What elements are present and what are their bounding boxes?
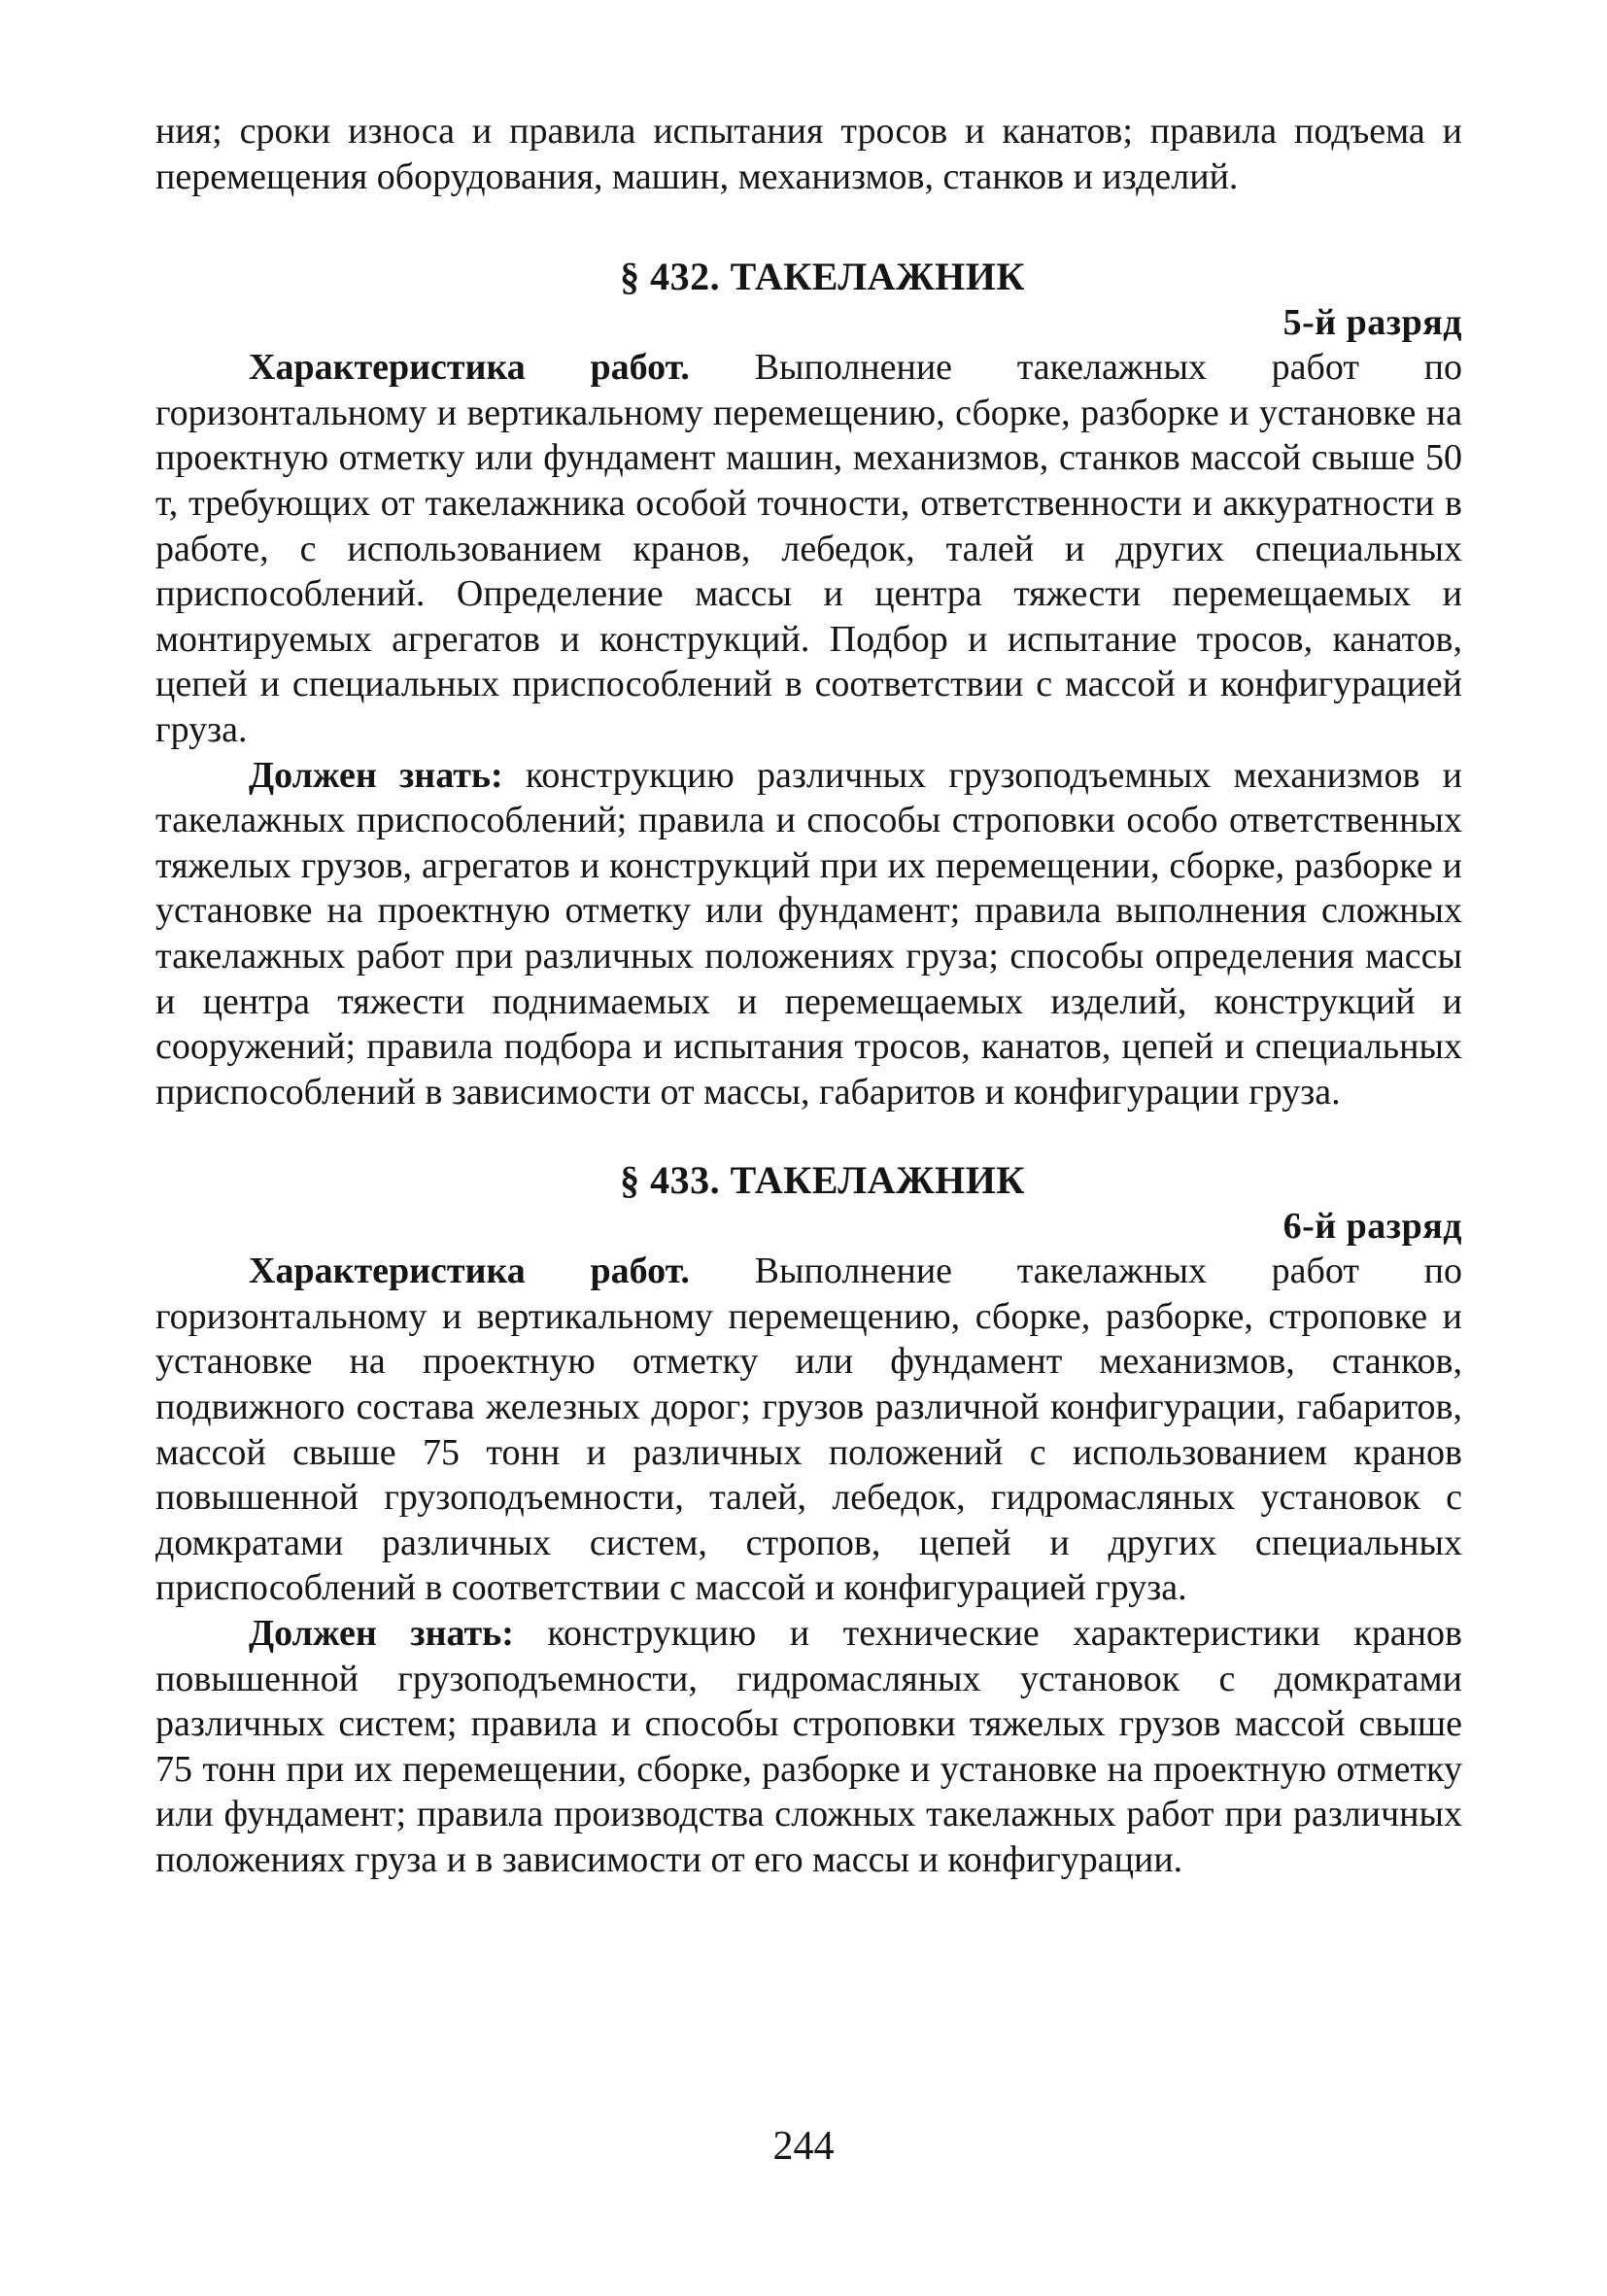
- section-433-knowledge-label: Должен знать:: [249, 1613, 514, 1655]
- section-432-grade: 5-й разряд: [1282, 302, 1462, 344]
- section-433-characteristic-label: Характеристика работ.: [249, 1251, 690, 1292]
- section-433-characteristic-paragraph: [155, 1249, 1462, 1611]
- section-432-knowledge-label: Должен знать:: [249, 754, 503, 796]
- section-433-knowledge-paragraph: [155, 1611, 1462, 1883]
- intro-continuation-paragraph: ния; сроки износа и правила испытания тросов и канатов; правила подъема и перемещения оборудования, машин, механизмов, станков и изделий.: [155, 111, 1462, 197]
- page-number: 244: [772, 2124, 835, 2169]
- section-432-characteristic-text: Выполнение такелажных работ по горизонтальному и вертикальному перемещению, сборке, разборке и установке на проектную отметку или фундамент машин, механизмов, станков массой свыше 50 т, требующих от такелажника особой точности, ответственности и аккуратности в работе, с использованием кранов, лебедок, талей и других специальных приспособлений. Определение массы и центра тяжести перемещаемых и монтируемых агрегатов и конструкций. Подбор и испытание тросов, канатов, цепей и специальных приспособлений в соответствии с массой и конфигурацией груза.: [155, 347, 1463, 750]
- section-432-knowledge-text: конструкцию различных грузоподъемных механизмов и такелажных приспособлений; правила и способы строповки особо ответственных тяжелых грузов, агрегатов и конструкций при их перемещении, сборке, разборке и установке на проектную отметку или фундамент; правила выполнения сложных такелажных работ при различных положениях груза; способы определения массы и центра тяжести поднимаемых и перемещаемых изделий, конструкций и сооружений; правила подбора и испытания тросов, канатов, цепей и специальных приспособлений в зависимости от массы, габаритов и конфигурации груза.: [155, 754, 1462, 1113]
- section-433-knowledge-text: конструкцию и технические характеристики кранов повышенной грузоподъемности, гидромасляных установок с домкратами различных систем; правила и способы строповки тяжелых грузов массой свыше 75 тонн при их перемещении, сборке, разборке и установке на проектную отметку или фундамент; правила производства сложных такелажных работ при различных положениях груза и в зависимости от его массы и конфигурации.: [155, 1613, 1462, 1880]
- section-432-characteristic-label: Характеристика работ.: [249, 347, 690, 389]
- document-page: [155, 109, 1462, 1883]
- section-432-title: § 432. ТАКЕЛАЖНИК: [620, 255, 1025, 299]
- section-433-grade: 6-й разряд: [1282, 1206, 1462, 1248]
- section-433-title: § 433. ТАКЕЛАЖНИК: [620, 1158, 1025, 1203]
- section-432-characteristic-paragraph: [155, 345, 1462, 752]
- section-432-knowledge-paragraph: [155, 753, 1462, 1115]
- section-433-characteristic-text: Выполнение такелажных работ по горизонтальному и вертикальному перемещению, сборке, разборке, строповке и установке на проектную отметку или фундамент механизмов, станков, подвижного состава железных дорог; грузов различной конфигурации, габаритов, массой свыше 75 тонн и различных положений с использованием кранов повышенной грузоподъемности, талей, лебедок, гидромасляных установок с домкратами различных систем, стропов, цепей и других специальных приспособлений в соответствии с массой и конфигурацией груза.: [155, 1251, 1463, 1609]
